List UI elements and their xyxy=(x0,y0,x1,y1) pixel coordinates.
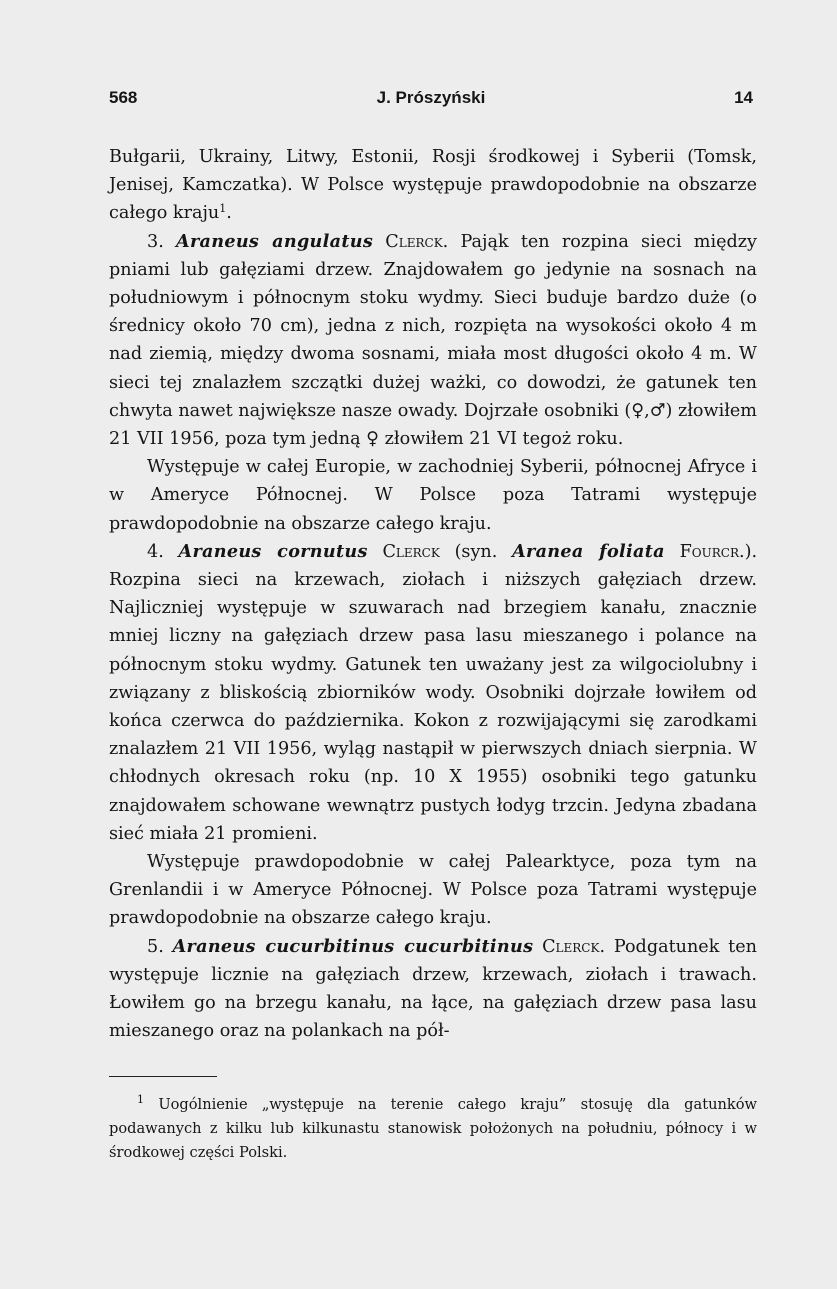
species-name: Araneus cucurbitinus cucurbitinus xyxy=(172,935,534,957)
footnote xyxy=(109,1093,757,1165)
species-name: Araneus cornutus xyxy=(178,540,368,562)
species-authority: Clerck xyxy=(382,541,440,562)
paragraph xyxy=(109,453,757,538)
footnote-separator xyxy=(109,1076,217,1077)
synonym-authority: Fourcr. xyxy=(679,541,745,562)
species-authority: Clerck. xyxy=(385,231,449,252)
synonym-close: ). xyxy=(744,541,758,562)
species-entry xyxy=(109,538,757,848)
species-entry xyxy=(109,933,757,1046)
paragraph-text-end: . xyxy=(226,203,232,224)
species-name: Araneus angulatus xyxy=(176,230,374,252)
issue-number: 14 xyxy=(734,88,753,107)
footnote-marker: 1 xyxy=(137,1093,144,1106)
paragraph-text: Bułgarii, Ukrainy, Litwy, Estonii, Rosji środkowej i Syberii (Tomsk, Jenisej, Kamczatka). W Polsce występuje prawdopodobnie na obszarze całego kraju xyxy=(109,147,757,224)
paragraph xyxy=(109,143,757,228)
paragraph-text: Rozpina sieci na krzewach, ziołach i niższych gałęziach drzew. Najliczniej występuje w szuwarach nad brzegiem kanału, znacznie mniej liczny na gałęziach drzew pasa lasu mieszanego i polance na północnym stoku wydmy. Gatunek ten uważany jest za wilgociolubny i związany z bliskością zbiorników wody. Osobniki dojrzałe łowiłem od końca czerwca do października. Kokon z rozwijającymi się zarodkami znalazłem 21 VII 1956, wyląg nastąpił w pierwszych dniach sierpnia. W chłodnych okresach roku (np. 10 X 1955) osobniki tego gatunku znajdowałem schowane wewnątrz pustych łodyg trzcin. Jedyna zbadana sieć miała 21 promieni. xyxy=(109,570,757,844)
body-text xyxy=(109,143,757,1046)
paragraph-text: Występuje prawdopodobnie w całej Palearktyce, poza tym na Grenlandii i w Ameryce Północnej. W Polsce poza Tatrami występuje prawdopodobnie na obszarze całego kraju. xyxy=(109,852,757,929)
footnote-reference: 1 xyxy=(219,202,227,216)
running-header xyxy=(109,88,753,114)
page-number: 568 xyxy=(109,88,138,107)
entry-number: 3. xyxy=(147,231,164,252)
synonym-open: (syn. xyxy=(454,541,498,562)
paragraph-text: Podgatunek ten występuje licznie na gałęziach drzew, krzewach, ziołach i trawach. Łowiłem go na brzegu kanału, na łące, na gałęziach drzew pasa lasu mieszanego oraz na polankach na pół- xyxy=(109,936,757,1042)
paragraph-text: Występuje w całej Europie, w zachodniej Syberii, północnej Afryce i w Ameryce Północnej. W Polsce poza Tatrami występuje prawdopodobnie na obszarze całego kraju. xyxy=(109,457,757,534)
paragraph xyxy=(109,848,757,933)
synonym-name: Aranea foliata xyxy=(512,540,665,562)
entry-number: 5. xyxy=(147,936,164,957)
footnote-text: Uogólnienie „występuje na terenie całego kraju” stosuję dla gatunków podawanych z kilku lub kilkunastu stanowisk położonych na południu, północy i w środkowej części Polski. xyxy=(109,1096,758,1161)
running-head-author: J. Prószyński xyxy=(376,88,486,107)
species-entry xyxy=(109,228,757,454)
entry-number: 4. xyxy=(147,541,164,562)
species-authority: Clerck. xyxy=(542,936,606,957)
footnote-paragraph xyxy=(109,1093,757,1165)
paragraph-text: Pająk ten rozpina sieci między pniami lub gałęziami drzew. Znajdowałem go jedynie na sosnach na południowym i północnym stoku wydmy. Sieci buduje bardzo duże (o średnicy około 70 cm), jedna z nich, rozpięta na wysokości około 4 m nad ziemią, między dwoma sosnami, miała most długości około 4 m. W sieci tej znalazłem szczątki dużej ważki, co dowodzi, że gatunek ten chwyta nawet największe nasze owady. Dojrzałe osobniki (♀,♂) złowiłem 21 VII 1956, poza tym jedną ♀ złowiłem 21 VI tegoż roku. xyxy=(109,231,758,450)
